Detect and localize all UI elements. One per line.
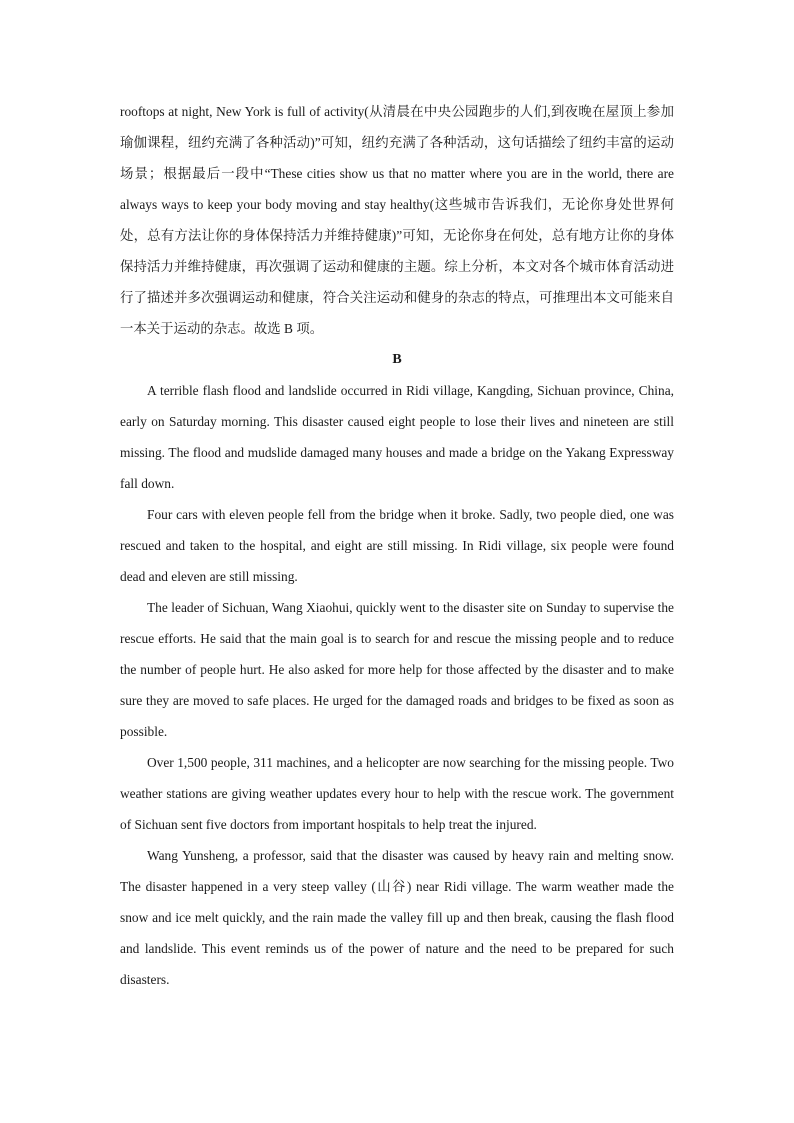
document-page [120, 96, 674, 995]
section-heading: B [392, 352, 402, 367]
passage-paragraph-5: Wang Yunsheng, a professor, said that the disaster was caused by heavy rain and melting snow. The disaster happened in a very steep valley (山谷) near Ridi village. The warm weather made the snow and ice melt quickly, and the rain made the valley fill up and then break, causing the flash flood and landslide. This event reminds us of the power of nature and the need to be prepared for such disasters. [120, 848, 674, 987]
passage-paragraph-1: A terrible flash flood and landslide occurred in Ridi village, Kangding, Sichuan province, China, early on Saturday morning. This disaster caused eight people to lose their lives and nineteen are still missing. The flood and mudslide damaged many houses and made a bridge on the Yakang Expressway fall down. [120, 383, 674, 491]
passage-paragraph-2: Four cars with eleven people fell from the bridge when it broke. Sadly, two people died, one was rescued and taken to the hospital, and eight are still missing. In Ridi village, six people were found dead and eleven are still missing. [120, 507, 674, 584]
passage-paragraph-4: Over 1,500 people, 311 machines, and a helicopter are now searching for the missing people. Two weather stations are giving weather updates every hour to help with the rescue work. The government of Sichuan sent five doctors from important hospitals to help treat the injured. [120, 755, 674, 832]
answer-explanation-paragraph: rooftops at night, New York is full of activity(从清晨在中央公园跑步的人们,到夜晚在屋顶上参加瑜伽课程，纽约充满了各种活动)”可知，纽约充满了各种活动，这句话描绘了纽约丰富的运动场景；根据最后一段中“These cities show us that no matter where you are in the world, there are always ways to keep your body moving and stay healthy(这些城市告诉我们，无论你身处世界何处，总有方法让你的身体保持活力并维持健康)”可知，无论你身在何处，总有地方让你的身体保持活力并维持健康，再次强调了运动和健康的主题。综上分析，本文对各个城市体育活动进行了描述并多次强调运动和健康，符合关注运动和健身的杂志的特点，可推理出本文可能来自一本关于运动的杂志。故选 B 项。 [120, 104, 674, 336]
passage-paragraph-3: The leader of Sichuan, Wang Xiaohui, quickly went to the disaster site on Sunday to supervise the rescue efforts. He said that the main goal is to search for and rescue the missing people and to reduce the number of people hurt. He also asked for more help for those affected by the disaster and to make sure they are moved to safe places. He urged for the damaged roads and bridges to be fixed as soon as possible. [120, 600, 674, 739]
